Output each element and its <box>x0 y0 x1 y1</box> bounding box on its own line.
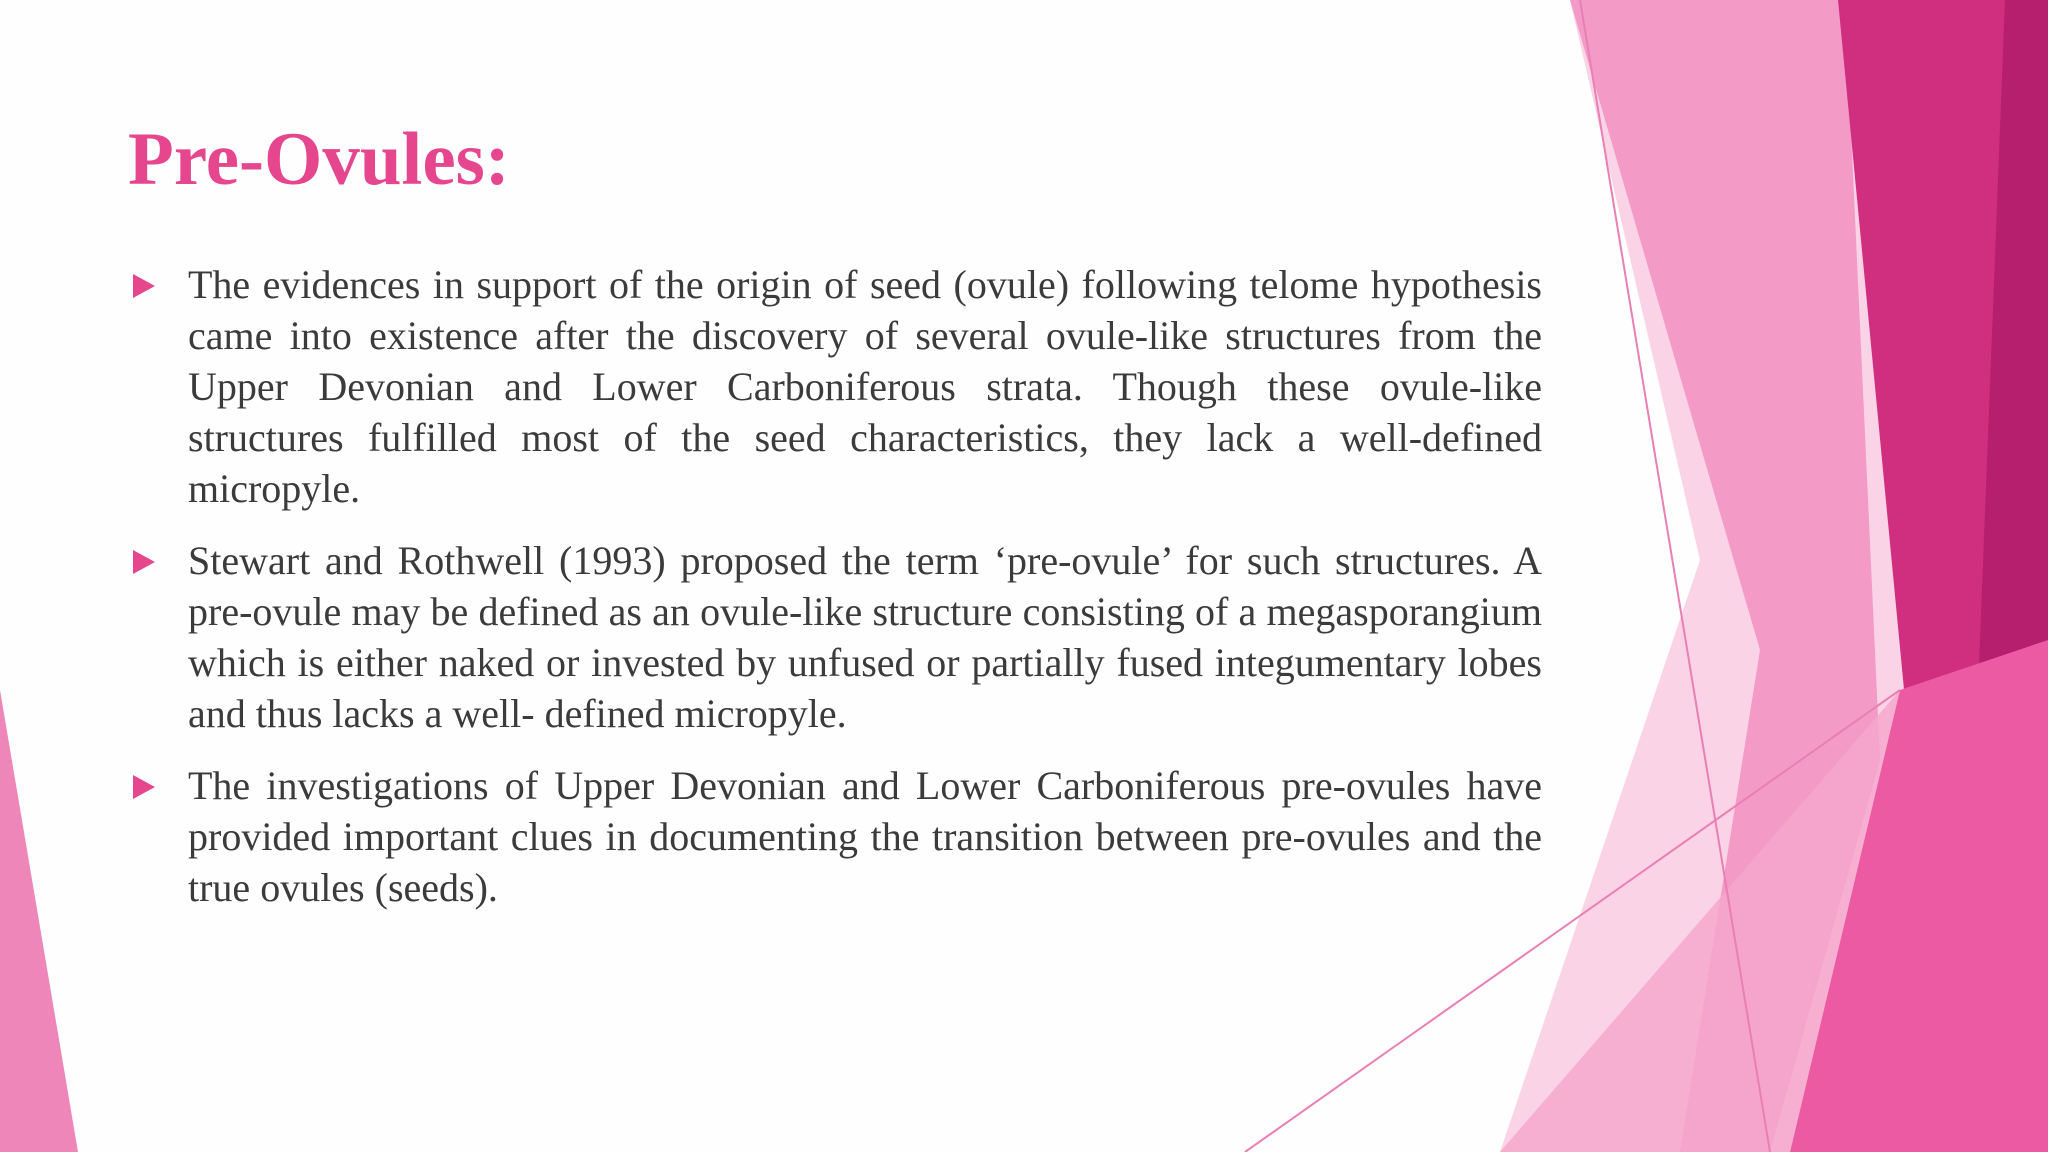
bullet-list <box>130 259 1542 934</box>
bullet-text: Stewart and Rothwell (1993) proposed the term ‘pre-ovule’ for such structures. A pre-ovule may be defined as an ovule-like structure consisting of a megasporangium which is either naked or invested by unfused or partially fused integumentary lobes and thus lacks a well- defined micropyle. <box>188 538 1542 736</box>
left-edge-shape <box>0 690 78 1152</box>
triangle-bullet-icon <box>133 274 155 298</box>
bullet-text: The evidences in support of the origin of seed (ovule) following telome hypothesis came into existence after the discovery of several ovule-like structures from the Upper Devonian and Lower Carboniferous strata. Though these ovule-like structures fulfilled most of the seed characteristics, they lack a well-defined micropyle. <box>188 262 1542 511</box>
slide-title: Pre-Ovules: <box>128 118 510 201</box>
bullet-item <box>130 760 1542 913</box>
bullet-text: The investigations of Upper Devonian and Lower Carboniferous pre-ovules have provided important clues in documenting the transition between pre-ovules and the true ovules (seeds). <box>188 763 1542 910</box>
triangle-bullet-icon <box>133 775 155 799</box>
bullet-item <box>130 259 1542 514</box>
triangle-bullet-icon <box>133 550 155 574</box>
bullet-item <box>130 535 1542 739</box>
